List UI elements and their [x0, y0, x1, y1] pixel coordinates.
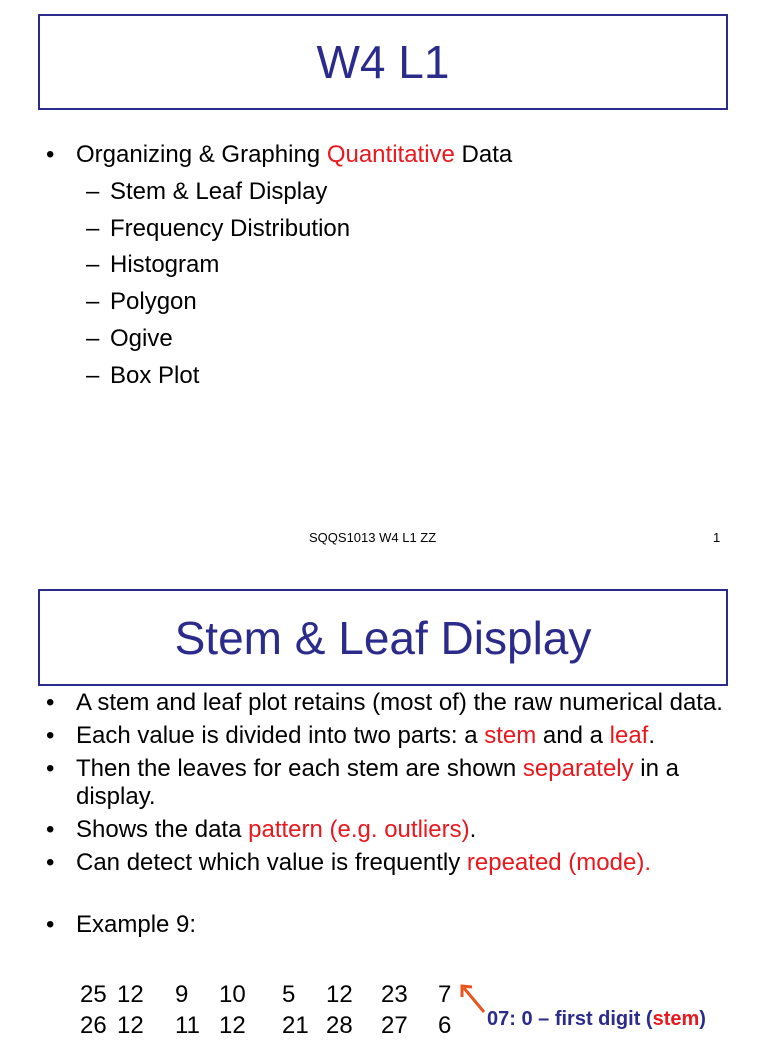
bullet-data-pattern: [40, 816, 740, 844]
highlight-stem: stem: [484, 722, 537, 749]
slide1-bullet-list: [40, 138, 512, 394]
bullet-text: Then the leaves for each stem are shown: [76, 755, 523, 782]
sub-item-box-plot: [40, 358, 512, 395]
data-value: 21: [282, 1012, 309, 1039]
example-data-row-1: [80, 981, 480, 1011]
highlight-quantitative: Quantitative: [326, 141, 455, 168]
data-value: 23: [381, 981, 408, 1008]
bullet-text: and a: [536, 722, 610, 749]
slide1-main-bullet: [40, 138, 512, 172]
sub-item-polygon: [40, 284, 512, 321]
slide2-title: [38, 589, 728, 686]
bullet-example: [40, 911, 740, 939]
bullet-leaves-separately: [40, 755, 740, 811]
dash-marker: –: [86, 214, 100, 242]
bullet-detect-mode: [40, 849, 740, 877]
slide2-title-text: Stem & Leaf Display: [174, 611, 592, 664]
highlight-repeated: repeated (mode).: [466, 849, 651, 876]
slide-footer: SQQS1013 W4 L1 ZZ: [309, 530, 437, 545]
annotation-highlight-stem: stem: [652, 1008, 700, 1030]
stem-annotation: [487, 1008, 706, 1031]
data-value: 27: [381, 1012, 408, 1039]
sub-item-label: Stem & Leaf Display: [110, 178, 328, 205]
bullet-stem-leaf-parts: [40, 722, 740, 750]
sub-item-label: Frequency Distribution: [110, 214, 351, 242]
sub-item-frequency-distribution: [40, 211, 512, 248]
page-number: 1: [713, 530, 721, 545]
example-data-row-2: [80, 1012, 480, 1042]
dash-marker: –: [86, 288, 100, 316]
dash-marker: –: [86, 361, 100, 389]
data-value: 26: [80, 1012, 107, 1039]
dash-marker: –: [86, 324, 100, 352]
data-value: 28: [326, 1012, 353, 1039]
data-value: 10: [219, 981, 246, 1008]
bullet-raw-data: [40, 689, 740, 717]
bullet-text: .: [648, 722, 656, 749]
data-value: 6: [438, 1012, 452, 1039]
highlight-pattern: pattern (e.g. outliers): [248, 816, 470, 843]
pointer-arrow-icon: [458, 982, 488, 1016]
sub-item-stem-leaf: [40, 174, 512, 211]
data-value: 12: [117, 981, 144, 1008]
sub-item-label: Polygon: [110, 288, 197, 316]
highlight-leaf: leaf: [609, 722, 649, 749]
sub-item-label: Ogive: [110, 324, 173, 352]
data-value: 9: [175, 981, 189, 1008]
dash-marker: –: [86, 251, 100, 279]
data-value: 12: [219, 1012, 246, 1039]
sub-item-label: Box Plot: [110, 361, 200, 389]
sub-item-histogram: [40, 247, 512, 284]
slide1-title-text: W4 L1: [316, 36, 450, 88]
bullet-text: Each value is divided into two parts: a: [76, 722, 485, 749]
bullet-text: Data: [454, 141, 513, 168]
dash-marker: –: [86, 178, 100, 205]
bullet-text: in a display.: [76, 755, 680, 810]
data-value: 12: [326, 981, 353, 1008]
data-value: 11: [175, 1012, 200, 1039]
data-value: 7: [438, 981, 452, 1008]
bullet-text: Can detect which value is frequently: [76, 849, 467, 876]
slide1-title: [38, 14, 728, 110]
slide2-bullet-list: [40, 689, 740, 944]
data-value: 12: [117, 1012, 144, 1039]
example-label: Example 9:: [76, 911, 197, 938]
annotation-text: 07: 0 – first digit (: [487, 1008, 653, 1030]
sub-item-ogive: [40, 321, 512, 358]
annotation-text: ): [699, 1008, 706, 1030]
bullet-text: Organizing & Graphing: [76, 141, 327, 168]
bullet-text: A stem and leaf plot retains (most of) the raw numerical data.: [76, 689, 723, 716]
bullet-text: .: [469, 816, 477, 843]
data-value: 25: [80, 981, 107, 1008]
sub-item-label: Histogram: [110, 251, 220, 279]
data-value: 5: [282, 981, 296, 1008]
highlight-separately: separately: [522, 755, 634, 782]
bullet-text: Shows the data: [76, 816, 249, 843]
